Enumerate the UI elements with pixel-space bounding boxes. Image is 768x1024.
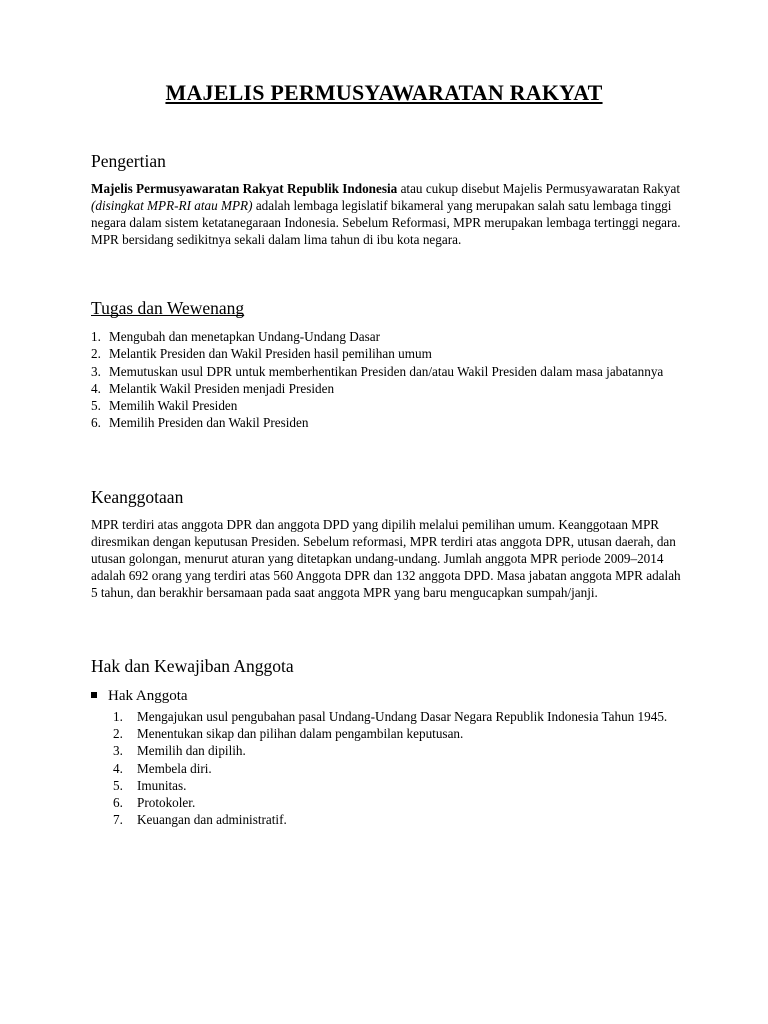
text-segment: atau cukup disebut Majelis Permusyawaratan Rakyat — [397, 181, 680, 196]
list-number: 5. — [113, 777, 123, 793]
list-item — [91, 397, 691, 414]
list-number: 1. — [91, 329, 101, 344]
list-text: Melantik Wakil Presiden menjadi Presiden — [109, 380, 335, 396]
heading-pengertian: Pengertian — [91, 151, 166, 171]
list-number: 1. — [113, 709, 123, 724]
list-text: Keuangan dan administratif. — [137, 812, 287, 828]
square-bullet-icon — [91, 692, 97, 698]
list-number: 3. — [91, 363, 101, 379]
paragraph-pengertian — [91, 180, 691, 248]
list-text: Menentukan sikap dan pilihan dalam pengambilan keputusan. — [137, 726, 464, 742]
list-item — [113, 811, 693, 828]
list-text: Memilih Wakil Presiden — [109, 398, 238, 414]
list-item — [91, 380, 691, 397]
list-number: 3. — [113, 743, 123, 759]
list-number: 4. — [91, 380, 101, 396]
list-number: 6. — [113, 795, 123, 811]
heading-tugas-text: Tugas dan Wewenang — [91, 298, 245, 318]
hak-list — [113, 708, 693, 828]
list-item — [113, 708, 693, 725]
list-text: Mengajukan usul pengubahan pasal Undang-Undang Dasar Negara Republik Indonesia Tahun 1945. — [137, 709, 668, 724]
list-text: Protokoler. — [137, 795, 196, 811]
list-item — [113, 777, 693, 794]
list-item — [113, 742, 693, 759]
list-number: 6. — [91, 415, 101, 431]
list-item — [91, 414, 691, 431]
list-number: 2. — [91, 346, 101, 362]
heading-hak: Hak dan Kewajiban Anggota — [91, 656, 294, 676]
list-item — [113, 760, 693, 777]
list-text: Melantik Presiden dan Wakil Presiden hasil pemilihan umum — [109, 346, 432, 362]
italic-segment: (disingkat MPR-RI atau MPR) — [91, 198, 253, 213]
list-item — [91, 328, 691, 345]
text-segment: adalah lembaga legislatif bikameral yang merupakan salah satu lembaga tinggi negara dalam sistem ketatanegaraan Indonesia. Sebelum Reformasi, MPR merupakan lembaga tertinggi negara. MPR bersidang sedikitnya sekali dalam lima tahun di ibu kota negara. — [91, 198, 681, 247]
list-item — [91, 345, 691, 362]
bullet-label: Hak Anggota — [108, 688, 188, 704]
list-item — [91, 363, 691, 380]
list-number: 4. — [113, 760, 123, 776]
bullet-hak-anggota — [91, 686, 188, 706]
list-number: 7. — [113, 812, 123, 828]
list-item — [113, 794, 693, 811]
bold-lead: Majelis Permusyawaratan Rakyat Republik Indonesia — [91, 181, 398, 196]
list-text: Memilih Presiden dan Wakil Presiden — [109, 415, 309, 431]
list-text: Memutuskan usul DPR untuk memberhentikan Presiden dan/atau Wakil Presiden dalam masa jabatannya — [109, 363, 664, 379]
list-text: Memilih dan dipilih. — [137, 743, 246, 759]
list-text: Imunitas. — [137, 777, 187, 793]
document-title: MAJELIS PERMUSYAWARATAN RAKYAT — [165, 80, 603, 105]
list-text: Mengubah dan menetapkan Undang-Undang Dasar — [109, 329, 380, 344]
paragraph-keanggotaan: MPR terdiri atas anggota DPR dan anggota DPD yang dipilih melalui pemilihan umum. Keanggotaan MPR diresmikan dengan keputusan Presiden. Sebelum reformasi, MPR terdiri atas anggota DPR, utusan daerah, dan utusan golongan, menurut aturan yang ditetapkan undang-undang. Jumlah anggota MPR periode 2009–2014 adalah 692 orang yang terdiri atas 560 Anggota DPR dan 132 anggota DPD. Masa jabatan anggota MPR adalah 5 tahun, dan berakhir bersamaan pada saat anggota MPR yang baru mengucapkan sumpah/janji. — [91, 517, 681, 600]
heading-keanggotaan: Keanggotaan — [91, 487, 184, 507]
list-number: 2. — [113, 726, 123, 742]
heading-tugas — [91, 297, 244, 319]
list-item — [113, 725, 693, 742]
tugas-list — [91, 328, 691, 432]
list-number: 5. — [91, 398, 101, 414]
list-text: Membela diri. — [137, 760, 212, 776]
